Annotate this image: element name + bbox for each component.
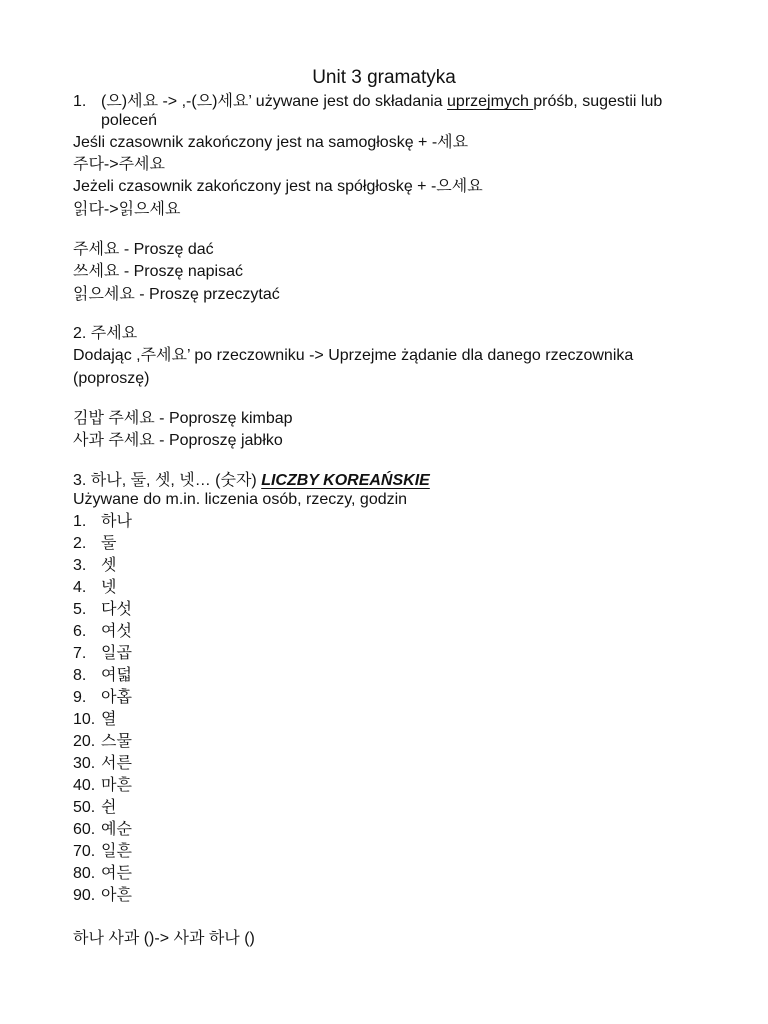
section2-desc-line2: (poproszę): [73, 370, 150, 387]
number-list-item: [73, 622, 132, 642]
number-list-item: [73, 842, 132, 862]
section3-heading-text: 3. 하나, 둘, 셋, 넷… (숫자): [73, 472, 262, 489]
number-list-item: [73, 886, 132, 906]
number-word: 아흔: [101, 887, 132, 904]
section1-number: 1.: [73, 93, 87, 110]
number-word: 열: [101, 711, 117, 728]
section3-heading-emphasis: LICZBY KOREAŃSKIE: [261, 472, 430, 489]
number-list-item: [73, 688, 132, 708]
number-list-item: [73, 534, 116, 554]
rule-consonant: Jeżeli czasownik zakończony jest na spółgłoskę + -으세요: [73, 178, 483, 195]
number-word: 아홉: [101, 689, 132, 706]
section3-heading: [73, 471, 430, 491]
number-word: 하나: [101, 513, 132, 530]
number-list-item: [73, 578, 116, 598]
number-list-item: [73, 732, 132, 752]
number-word: 쉰: [101, 799, 117, 816]
document-title: Unit 3 gramatyka: [312, 67, 456, 88]
number-label: 40.: [73, 777, 96, 794]
number-word: 일흔: [101, 843, 132, 860]
number-list-item: [73, 776, 132, 796]
number-label: 5.: [73, 601, 87, 618]
number-word: 여덟: [101, 667, 132, 684]
number-label: 4.: [73, 579, 87, 596]
number-label: 10.: [73, 711, 96, 728]
number-word: 예순: [101, 821, 132, 838]
number-label: 8.: [73, 667, 87, 684]
example-vowel: 주다->주세요: [73, 156, 165, 173]
number-list-item: [73, 754, 132, 774]
example-consonant: 읽다->읽으세요: [73, 201, 181, 218]
number-label: 20.: [73, 733, 96, 750]
number-word: 마흔: [101, 777, 132, 794]
section1-line2: poleceń: [101, 112, 158, 129]
number-list-item: [73, 556, 116, 576]
number-list-item: [73, 798, 116, 818]
number-label: 3.: [73, 557, 87, 574]
number-label: 90.: [73, 887, 96, 904]
number-word: 여섯: [101, 623, 132, 640]
number-list-item: [73, 820, 132, 840]
translation-line: 쓰세요 - Proszę napisać: [73, 263, 243, 280]
number-list-item: [73, 600, 132, 620]
number-word: 여든: [101, 865, 132, 882]
underlined-word: uprzejmych: [447, 93, 534, 110]
number-label: 70.: [73, 843, 96, 860]
number-label: 2.: [73, 535, 87, 552]
section2-heading: 2. 주세요: [73, 325, 138, 342]
number-word: 다섯: [101, 601, 132, 618]
number-list-item: [73, 512, 132, 532]
section2-example: 사과 주세요 - Poproszę jabłko: [73, 432, 283, 449]
number-label: 6.: [73, 623, 87, 640]
section1-line1-text: (으)세요 -> ,-(으)세요’ używane jest do składania: [101, 93, 448, 110]
number-label: 1.: [73, 513, 87, 530]
number-list-item: [73, 666, 132, 686]
section1-line1: [73, 92, 662, 112]
number-word: 일곱: [101, 645, 132, 662]
translation-line: 주세요 - Proszę dać: [73, 241, 214, 258]
rule-vowel: Jeśli czasownik zakończony jest na samogłoskę + -세요: [73, 134, 469, 151]
number-label: 50.: [73, 799, 96, 816]
number-word: 넷: [101, 579, 117, 596]
number-label: 30.: [73, 755, 96, 772]
number-list-item: [73, 710, 116, 730]
section3-usage: Używane do m.in. liczenia osób, rzeczy, godzin: [73, 491, 408, 508]
number-list-item: [73, 864, 132, 884]
number-list-item: [73, 644, 132, 664]
section3-final-line: 하나 사과 ()-> 사과 하나 (): [73, 930, 255, 947]
number-word: 서른: [101, 755, 132, 772]
number-word: 스물: [101, 733, 132, 750]
number-word: 셋: [101, 557, 117, 574]
number-label: 7.: [73, 645, 87, 662]
number-label: 80.: [73, 865, 96, 882]
section1-line1-end: próśb, sugestii lub: [533, 93, 663, 110]
number-label: 60.: [73, 821, 96, 838]
section2-example: 김밥 주세요 - Poproszę kimbap: [73, 410, 293, 427]
number-label: 9.: [73, 689, 87, 706]
number-word: 둘: [101, 535, 117, 552]
translation-line: 읽으세요 - Proszę przeczytać: [73, 286, 280, 303]
section2-desc-line1: Dodając ,주세요’ po rzeczowniku -> Uprzejme żądanie dla danego rzeczownika: [73, 347, 634, 364]
